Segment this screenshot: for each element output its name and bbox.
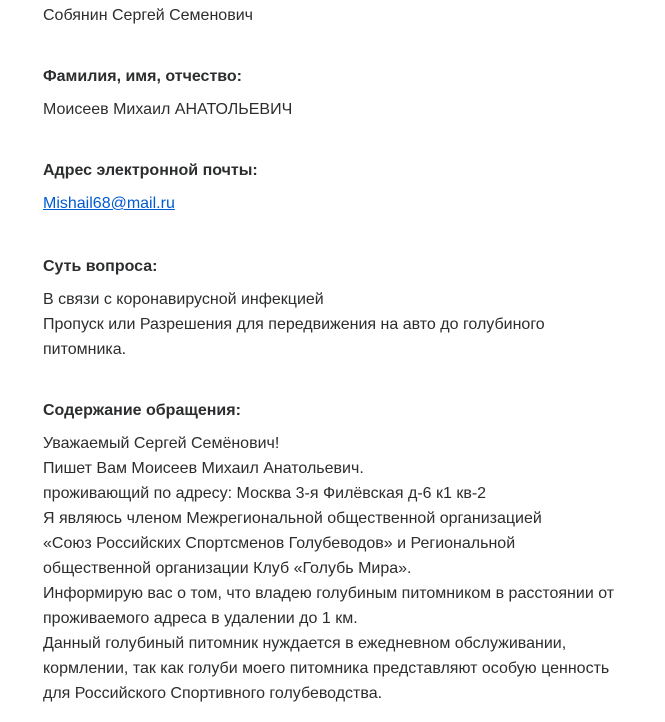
subject-label: Суть вопроса: [43, 258, 158, 275]
email-label: Адрес электронной почты: [43, 162, 258, 179]
content-line: Пишет Вам Моисеев Михаил Анатольевич. [43, 460, 364, 477]
content-label: Содержание обращения: [43, 402, 241, 419]
content-line: общественной организации Клуб «Голубь Мира». [43, 560, 412, 577]
content-line: для Российского Спортивного голубеводства. [43, 685, 383, 702]
subject-line: В связи с коронавирусной инфекцией [43, 291, 324, 308]
content-line: проживаемого адреса в удалении до 1 км. [43, 610, 358, 627]
content-line: проживающий по адресу: Москва 3-я Филёвская д-6 к1 кв-2 [43, 485, 487, 502]
fio-label: Фамилия, имя, отчество: [43, 68, 242, 85]
subject-line: Пропуск или Разрешения для передвижения на авто до голубиного [43, 316, 545, 333]
content-line: Информирую вас о том, что владею голубиным питомником в расстоянии от [43, 585, 615, 602]
subject-text [43, 287, 545, 362]
content-line: Уважаемый Сергей Семёнович! [43, 435, 280, 452]
email-link[interactable]: Mishail68@mail.ru [43, 195, 175, 212]
email-value-container [43, 191, 175, 216]
content-line: Я являюсь членом Межрегиональной общественной организацией [43, 510, 542, 527]
content-line: «Союз Российских Спортсменов Голубеводов» и Региональной [43, 535, 516, 552]
fio-value: Моисеев Михаил АНАТОЛЬЕВИЧ [43, 101, 293, 118]
recipient-name: Собянин Сергей Семенович [43, 7, 253, 24]
subject-line: питомника. [43, 341, 127, 358]
content-line: Данный голубиный питомник нуждается в ежедневном обслуживании, [43, 635, 567, 652]
content-text [43, 431, 614, 706]
content-line: кормлении, так как голуби моего питомника представляют особую ценность [43, 660, 610, 677]
